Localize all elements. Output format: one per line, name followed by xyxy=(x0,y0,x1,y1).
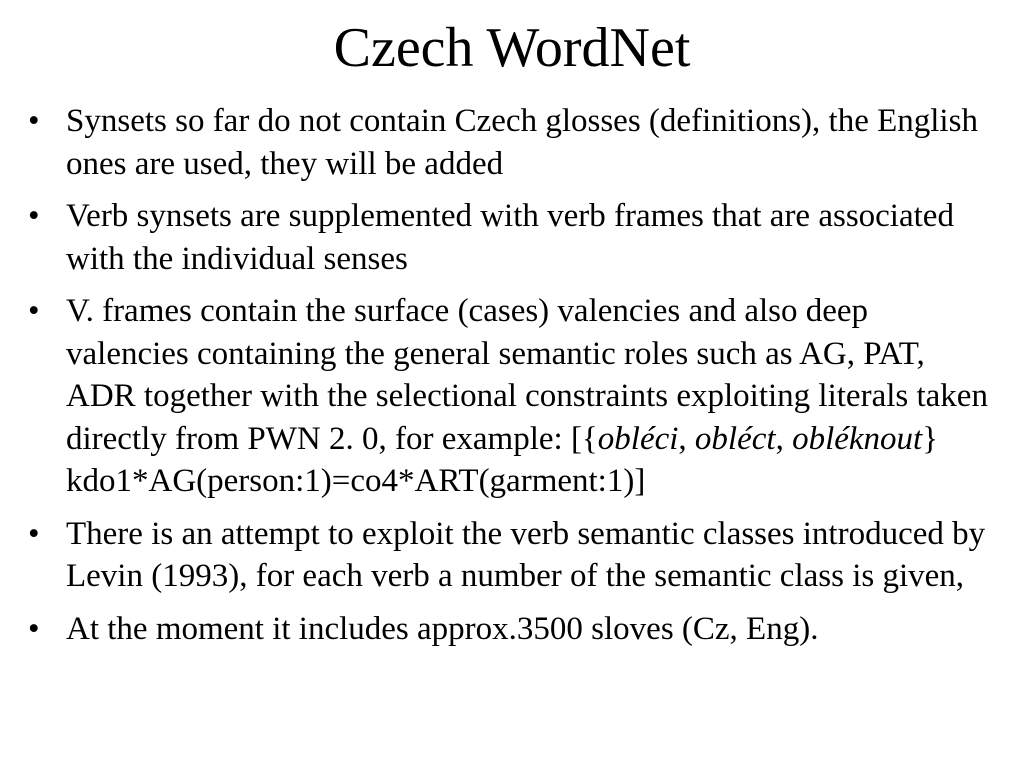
bullet-item-verb-frames xyxy=(28,195,996,280)
bullet-text xyxy=(66,293,988,499)
literal-obleci: obléci xyxy=(597,420,679,457)
bullet-text: Synsets so far do not contain Czech glosses (definitions), the English ones are used, they will be added xyxy=(66,103,978,182)
literal-obleknout: obléknout xyxy=(792,420,923,457)
bullet-marker: • xyxy=(28,293,40,329)
bullet-item-valencies xyxy=(28,290,996,503)
bullet-text: Verb synsets are supplemented with verb frames that are associated with the individual senses xyxy=(66,198,954,277)
literal-separator: , xyxy=(775,420,793,457)
bullet-marker: • xyxy=(28,610,40,647)
bullet-text-after: } kdo1*AG(person:1)=co4*ART(garment:1)] xyxy=(66,420,939,499)
bullet-text: At the moment it includes approx.3500 sloves (Cz, Eng). xyxy=(66,610,819,647)
bullet-marker: • xyxy=(28,198,40,234)
slide-title: Czech WordNet xyxy=(333,17,691,79)
bullet-marker: • xyxy=(28,515,40,552)
bullet-item-size xyxy=(28,608,996,651)
bullet-item-glosses xyxy=(28,100,996,185)
bullet-list xyxy=(28,100,996,660)
bullet-text-before: V. frames contain the surface (cases) valencies and also deep valencies containing the general semantic roles such as AG, PAT, ADR together with the selectional constraints exploiting literals taken directly from PWN 2. 0, for example: [{ xyxy=(66,293,988,457)
bullet-item-levin-classes xyxy=(28,513,996,598)
literal-separator: , xyxy=(678,420,695,457)
bullet-marker: • xyxy=(28,103,40,139)
bullet-text: There is an attempt to exploit the verb semantic classes introduced by Levin (1993), for each verb a number of the semantic class is given, xyxy=(66,515,986,594)
literal-oblect: obléct xyxy=(694,420,776,457)
